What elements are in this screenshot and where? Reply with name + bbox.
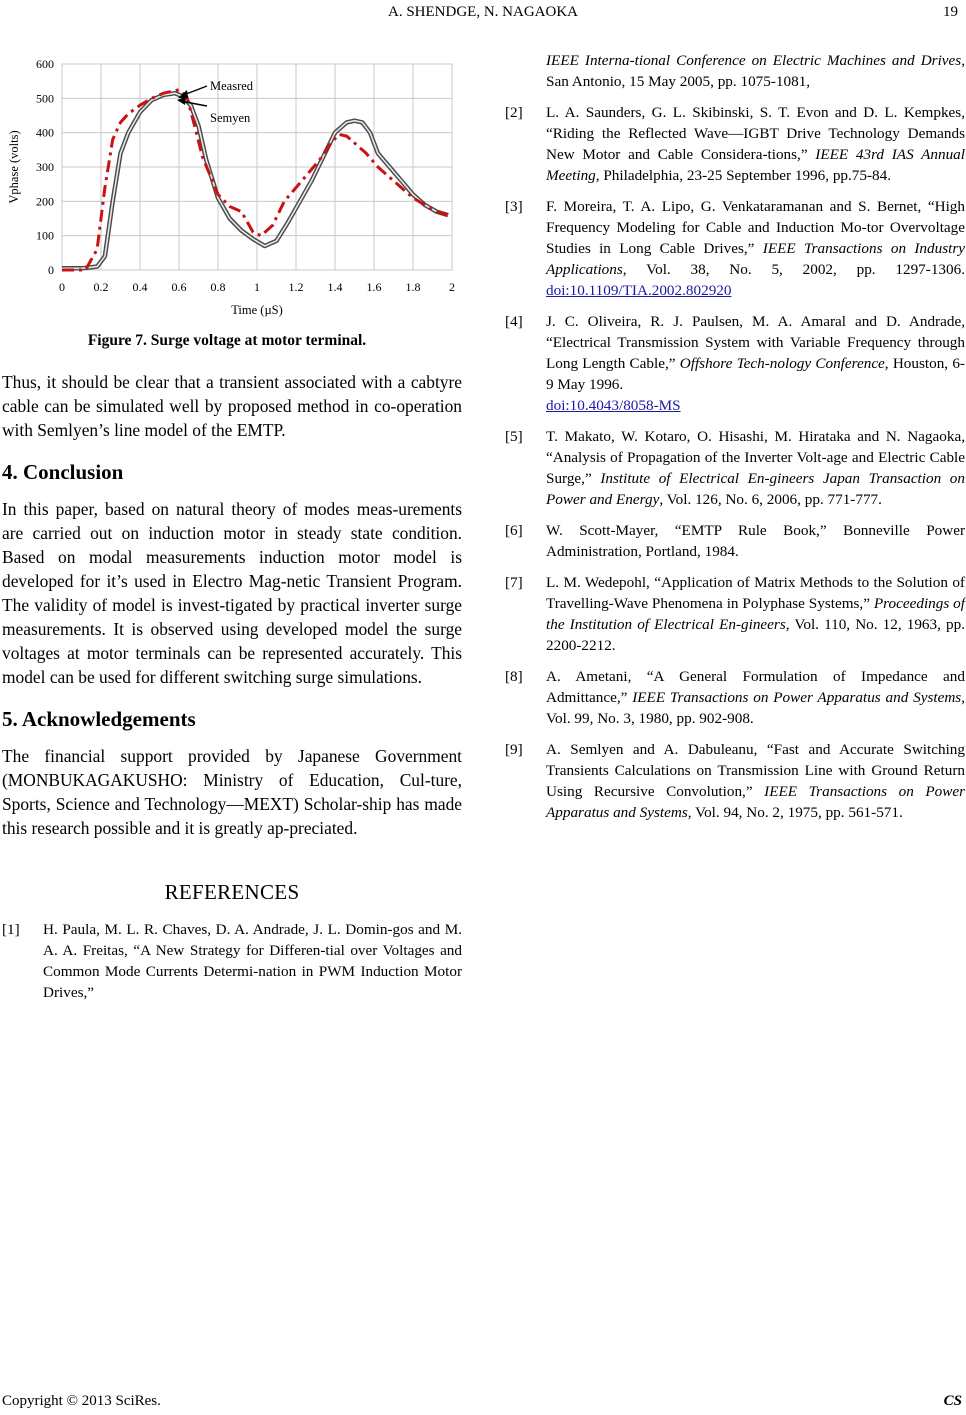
reference-7: [7] L. M. Wedepohl, “Application of Matrix Methods to the Solution of Travelling-Wave Phenomena in Polyphase Systems,” Proceedings of the Institution of Electrical En-gineers, Vol. 110, No. 12, 1963, pp. 2200-2212. [505, 574, 966, 654]
reference-venue: Proceedings of the Institution of Electrical En-gineers [546, 595, 966, 633]
x-tick-label: 1.6 [366, 280, 382, 294]
conclusion-heading: 4. Conclusion [2, 460, 124, 484]
right-column [505, 50, 965, 823]
acknowledgements-text: The financial support provided by Japanese Government (MONBUKAGAKUSHO: Ministry of Education, Cul-ture, Sports, Science and Technology—MEXT) Scholar-ship has made this research possible and it is greatly ap-preciated. [2, 746, 462, 838]
doi-link[interactable]: doi:10.4043/8058-MS [546, 397, 681, 414]
x-axis-title: Time (µS) [231, 303, 283, 317]
journal-logo: CS [943, 1393, 962, 1409]
x-tick-label: 1 [254, 280, 260, 294]
y-tick-label: 300 [36, 160, 54, 174]
reference-venue: IEEE Transactions on Power Apparatus and Systems [632, 689, 962, 706]
page-footer [2, 1393, 962, 1410]
running-head [0, 2, 966, 22]
doi-link[interactable]: doi:10.1109/TIA.2002.802920 [546, 282, 732, 299]
x-tick-label: 0.2 [93, 280, 109, 294]
y-tick-label: 600 [36, 57, 54, 71]
surge-voltage-chart [2, 50, 462, 320]
x-tick-label: 1.4 [327, 280, 343, 294]
reference-4: [4] J. C. Oliveira, R. J. Paulsen, M. A. Amaral and D. Andrade, “Electrical Transmission System with Variable Frequency through Long Length Cable,” Offshore Tech-nology Conference, Houston, 6-9 May 1996. doi:10.4043/8058-MS [505, 313, 965, 414]
y-tick-label: 400 [36, 125, 54, 140]
annotation-semyen: Semyen [210, 111, 251, 125]
reference-5: [5] T. Makato, W. Kotaro, O. Hisashi, M. Hirataka and N. Nagaoka, “Analysis of Propagation of the Inverter Volt-age and Electric Cable Surge,” Institute of Electrical En-gineers Japan Transaction on Power and Energy, Vol. 126, No. 6, 2006, pp. 771-777. [505, 428, 965, 508]
reference-venue: IEEE 43rd IAS Annual Meeting [546, 146, 965, 184]
reference-venue: Institute of Electrical En-gineers Japan Transaction on Power and Energy [546, 470, 965, 508]
y-tick-label: 100 [36, 228, 54, 243]
reference-text: H. Paula, M. L. R. Chaves, D. A. Andrade, J. L. Domin-gos and M. A. A. Freitas, “A New Strategy for Differen-tial over Voltages and Common Mode Currents Determi-nation in PWM Induction Motor Drives,” [43, 921, 462, 1001]
figure-caption: Figure 7. Surge voltage at motor terminal. [87, 332, 367, 349]
figure-7 [2, 50, 462, 320]
x-tick-label: 1.2 [288, 280, 304, 294]
reference-number: [1] [2, 921, 20, 938]
reference-6: [6] W. Scott-Mayer, “EMTP Rule Book,” Bonneville Power Administration, Portland, 1984. [505, 522, 965, 560]
reference-8: [8] A. Ametani, “A General Formulation of Impedance and Admittance,” IEEE Transactions on Power Apparatus and Systems, Vol. 99, No. 3, 1980, pp. 902-908. [505, 668, 966, 727]
y-tick-label: 500 [36, 91, 54, 106]
y-tick-label: 0 [48, 263, 54, 277]
annotation-measred: Measred [210, 79, 254, 93]
reference-venue: IEEE Interna-tional Conference on Electric Machines and Drives [546, 52, 962, 69]
reference-venue: Offshore Tech-nology Conference [679, 355, 885, 372]
y-axis-title: Vphase (volts) [7, 130, 21, 204]
page-number: 19 [943, 4, 958, 20]
reference-3: [3] F. Moreira, T. A. Lipo, G. Venkataramanan and S. Bernet, “High Frequency Modeling for Cable and Induction Mo-tor Overvoltage Studies in Long Cable Drives,” IEEE Transactions on Industry Applications, Vol. 38, No. 5, 2002, pp. 1297-1306. doi:10.1109/TIA.2002.802920 [505, 198, 965, 299]
x-tick-label: 0 [59, 280, 65, 294]
references-heading: REFERENCES [164, 880, 300, 904]
reference-1-continued: IEEE Interna-tional Conference on Electric Machines and Drives, San Antonio, 15 May 2005, pp. 1075-1081, [546, 52, 965, 90]
x-tick-label: 0.4 [132, 280, 148, 294]
y-tick-label: 200 [36, 194, 54, 209]
x-tick-label: 2 [449, 280, 455, 294]
reference-venue: IEEE Transactions on Industry Applications [546, 240, 965, 278]
reference-2: [2] L. A. Saunders, G. L. Skibinski, S. T. Evon and D. L. Kempkes, “Riding the Reflected Wave—IGBT Drive Technology Demands New Motor and Cable Considera-tions,” IEEE 43rd IAS Annual Meeting, Philadelphia, 23-25 September 1996, pp.75-84. [505, 104, 965, 184]
x-tick-label: 0.6 [171, 280, 187, 294]
x-tick-label: 1.8 [405, 280, 421, 294]
x-tick-label: 0.8 [210, 280, 226, 294]
copyright-notice: Copyright © 2013 SciRes. [2, 1393, 161, 1409]
conclusion-text: In this paper, based on natural theory of modes meas-urements are carried out on induction motor in steady state condition. Based on modal measurements induction motor model is developed for it’s used in Electro Mag-netic Transient Program. The validity of model is invest-tigated by practical inverter surge measurements. It is observed using developed model the surge voltages at motor terminals can be represented accurately. This model can be used for different switching surge simulations. [2, 499, 462, 687]
left-column [2, 50, 462, 1003]
reference-1 [2, 919, 462, 1003]
acknowledgements-heading: 5. Acknowledgements [2, 707, 196, 731]
intro-paragraph: Thus, it should be clear that a transient associated with a cabtyre cable can be simulated well by proposed method in co-operation with Semlyen’s line model of the EMTP. [2, 372, 462, 440]
reference-9: [9] A. Semlyen and A. Dabuleanu, “Fast and Accurate Switching Transients Calculations on Transmission Line with Ground Return Using Recursive Convolution,” IEEE Transactions on Power Apparatus and Systems, Vol. 94, No. 2, 1975, pp. 561-571. [505, 741, 965, 821]
reference-venue: IEEE Transactions on Power Apparatus and Systems [546, 783, 965, 821]
running-head-authors: A. SHENDGE, N. NAGAOKA [388, 4, 578, 20]
